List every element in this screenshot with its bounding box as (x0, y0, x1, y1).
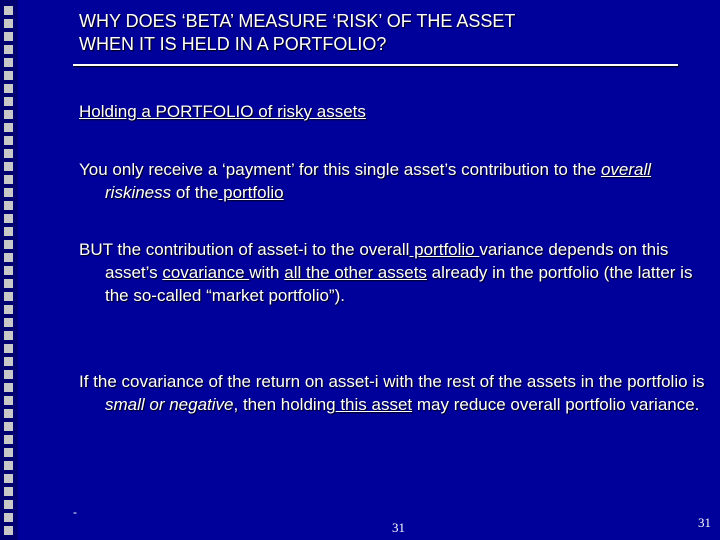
decorative-square (4, 110, 13, 119)
decorative-square (4, 500, 13, 509)
decorative-square (4, 318, 13, 327)
paragraph-2 (79, 238, 705, 307)
p3-text-1: If the covariance of the return on asset-i with the rest of the assets in the portfolio is (79, 372, 705, 391)
decorative-square (4, 266, 13, 275)
p3-text-2: , then holding (233, 395, 336, 414)
decorative-square (4, 305, 13, 314)
p3-this-asset: this asset (335, 395, 413, 414)
decorative-square (4, 370, 13, 379)
p1-portfolio: portfolio (218, 183, 284, 202)
decorative-square (4, 396, 13, 405)
subheading (79, 100, 679, 123)
decorative-square (4, 45, 13, 54)
decorative-square (4, 409, 13, 418)
decorative-square (4, 214, 13, 223)
title-divider (73, 64, 678, 66)
decorative-square (4, 188, 13, 197)
p2-text-4: already in the portfolio (the latter is the so-called “market portfolio”). (105, 263, 693, 305)
decorative-square (4, 32, 13, 41)
decorative-square (4, 383, 13, 392)
paragraph-1 (79, 158, 705, 204)
page-number-center: 31 (392, 520, 405, 535)
page-number-right: 31 (698, 515, 711, 530)
decorative-square (4, 344, 13, 353)
title-line-2: WHEN IT IS HELD IN A PORTFOLIO? (79, 34, 387, 54)
p2-text-1: BUT the contribution of asset-i to the overall (79, 240, 410, 259)
decorative-square (4, 526, 13, 535)
slide-title (79, 10, 699, 56)
decorative-square (4, 448, 13, 457)
p3-text-3: may reduce overall portfolio variance. (412, 395, 700, 414)
p1-text-2: of the (171, 183, 219, 202)
decorative-square (4, 227, 13, 236)
paragraph-3 (79, 370, 705, 416)
decorative-square (4, 6, 13, 15)
p1-text-1: You only receive a ‘payment’ for this single asset’s contribution to the (79, 160, 597, 179)
decorative-square (4, 19, 13, 28)
decorative-square (4, 292, 13, 301)
decorative-square (4, 136, 13, 145)
decorative-square (4, 175, 13, 184)
p2-other-assets: all the other assets (284, 263, 427, 282)
decorative-square (4, 331, 13, 340)
p3-small-negative: small or negative (105, 395, 234, 414)
decorative-square (4, 201, 13, 210)
decorative-square (4, 162, 13, 171)
decorative-square (4, 279, 13, 288)
decorative-square (4, 422, 13, 431)
decorative-square (4, 253, 13, 262)
footer-dash: - (73, 505, 77, 519)
p2-covariance: covariance (162, 263, 250, 282)
p2-text-2: variance depends on this asset’s (105, 240, 669, 282)
p1-overall: overall (600, 160, 652, 179)
decorative-square (4, 84, 13, 93)
decorative-square (4, 513, 13, 522)
decorative-square (4, 123, 13, 132)
p2-portfolio: portfolio (409, 240, 480, 259)
decorative-square (4, 58, 13, 67)
title-line-1: WHY DOES ‘BETA’ MEASURE ‘RISK’ OF THE ASSET (79, 11, 516, 31)
decorative-square (4, 149, 13, 158)
subheading-text: Holding a PORTFOLIO of risky assets (79, 102, 366, 121)
decorative-square (4, 487, 13, 496)
decorative-square (4, 240, 13, 249)
decorative-square (4, 474, 13, 483)
decorative-square (4, 461, 13, 470)
decorative-side-strip (0, 0, 18, 540)
p1-riskiness: riskiness (105, 183, 172, 202)
decorative-square (4, 97, 13, 106)
decorative-square (4, 71, 13, 80)
decorative-square (4, 357, 13, 366)
decorative-square (4, 435, 13, 444)
p2-text-3: with (249, 263, 285, 282)
